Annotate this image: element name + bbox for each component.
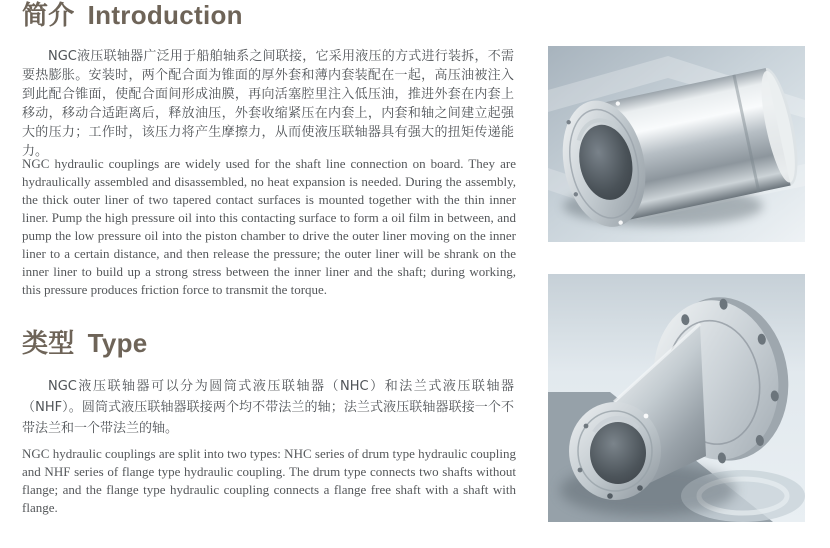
- flange-coupling-photo: [548, 274, 805, 522]
- type-heading-zh: 类型: [22, 328, 75, 358]
- type-paragraph-english: NGC hydraulic couplings are split into two types: NHC series of drum type hydraulic coupling and NHF series of flange type hydraulic coupling. The drum type connects two shafts without flange; and the flange type hydraulic coupling connects a flange free shaft with a shaft with flange.: [22, 446, 516, 515]
- introduction-paragraph-chinese: NGC液压联轴器广泛用于船舶轴系之间联接，它采用液压的方式进行装拆，不需要热膨胀。安装时，两个配合面为锥面的厚外套和薄内套装配在一起，高压油被注入到此配合锥面，使配合面间形成油膜，再向活塞腔里注入低压油，推进外套在内套上移动，移动合适距离后，释放油压，外套收缩紧压在内套上，内套和轴之间建立起强大的压力；工作时，该压力将产生摩擦力，从而使液压联轴器具有强大的扭矩传递能力。: [22, 49, 514, 159]
- introduction-heading: [22, 0, 243, 32]
- drum-coupling-photo: [548, 46, 805, 242]
- type-paragraph-chinese: NGC液压联轴器可以分为圆筒式液压联轴器（NHC）和法兰式液压联轴器（NHF）。圆筒式液压联轴器联接两个均不带法兰的轴；法兰式液压联轴器联接一个不带法兰和一个带法兰的轴。: [22, 379, 514, 436]
- type-heading-en: Type: [87, 328, 148, 358]
- introduction-paragraph-english: NGC hydraulic couplings are widely used for the shaft line connection on board. They are hydraulically assembled and disassembled, no heat expansion is needed. During the assembly, the thick outer liner of two tapered contact surfaces is mounted together with the thin inner liner. Pump the high pressure oil into this contacting surface to form a oil film in between, and pump the low pressure oil into the piston chamber to drive the outer liner moving on the inner liner to a certain distance, and then release the pressure; the outer liner will be shrank on the inner liner to build up a strong stress between the inner liner and the shaft; during working, this pressure produces friction force to transmit the torque.: [22, 156, 516, 297]
- introduction-heading-zh: 简介: [22, 0, 75, 30]
- flange-coupling-image: [548, 274, 805, 522]
- type-heading: [22, 326, 148, 360]
- drum-coupling-image: [548, 46, 805, 242]
- introduction-heading-en: Introduction: [87, 0, 243, 30]
